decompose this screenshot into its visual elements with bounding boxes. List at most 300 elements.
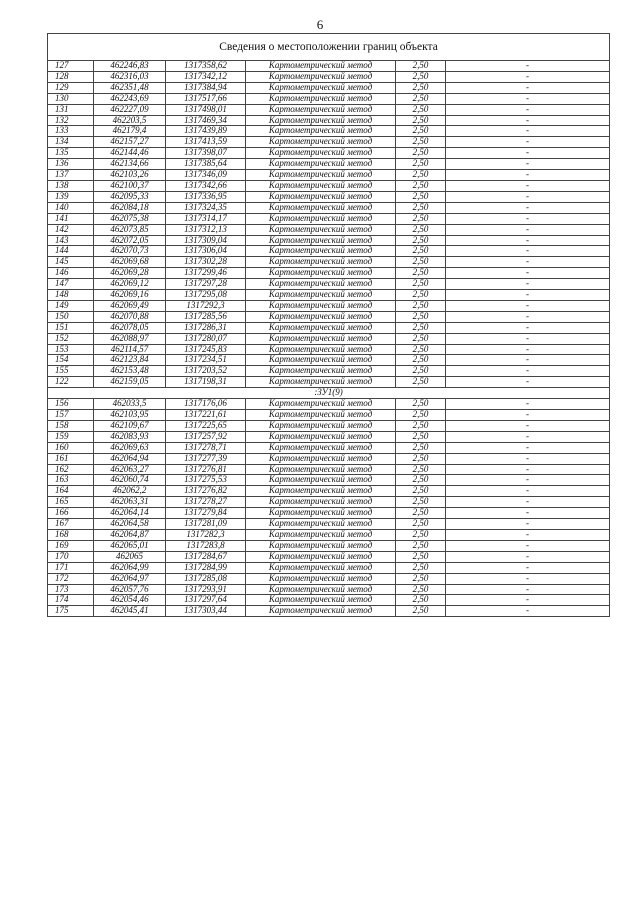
determination-method: Картометрический метод: [246, 137, 396, 148]
point-number: 122: [48, 377, 94, 388]
accuracy-value: 2,50: [396, 224, 446, 235]
x-coordinate: 462070,88: [94, 311, 166, 322]
boundary-description: -: [446, 82, 610, 93]
boundary-description: -: [446, 126, 610, 137]
table-row: [48, 71, 610, 82]
determination-method: Картометрический метод: [246, 442, 396, 453]
boundary-description: -: [446, 497, 610, 508]
boundary-description: -: [446, 410, 610, 421]
y-coordinate: 1317283,8: [166, 540, 246, 551]
boundary-description: -: [446, 61, 610, 72]
determination-method: Картометрический метод: [246, 311, 396, 322]
accuracy-value: 2,50: [396, 410, 446, 421]
boundary-description: -: [446, 344, 610, 355]
point-number: 134: [48, 137, 94, 148]
x-coordinate: 462064,94: [94, 453, 166, 464]
determination-method: Картометрический метод: [246, 508, 396, 519]
x-coordinate: 462123,84: [94, 355, 166, 366]
table-row: [48, 246, 610, 257]
point-number: 175: [48, 606, 94, 617]
table-row: [48, 595, 610, 606]
boundary-description: -: [446, 442, 610, 453]
boundary-description: -: [446, 159, 610, 170]
x-coordinate: 462064,58: [94, 519, 166, 530]
x-coordinate: 462069,49: [94, 300, 166, 311]
page-number: 6: [316, 17, 324, 32]
boundary-description: -: [446, 475, 610, 486]
table-row: [48, 355, 610, 366]
table-row: [48, 519, 610, 530]
table-title: Сведения о местоположении границ объекта: [48, 34, 610, 61]
point-number: 148: [48, 290, 94, 301]
y-coordinate: 1317517,66: [166, 93, 246, 104]
determination-method: Картометрический метод: [246, 464, 396, 475]
table-row: [48, 170, 610, 181]
y-coordinate: 1317336,95: [166, 191, 246, 202]
x-coordinate: 462069,16: [94, 290, 166, 301]
determination-method: Картометрический метод: [246, 159, 396, 170]
accuracy-value: 2,50: [396, 573, 446, 584]
y-coordinate: 1317245,83: [166, 344, 246, 355]
accuracy-value: 2,50: [396, 442, 446, 453]
point-number: 159: [48, 431, 94, 442]
point-number: 174: [48, 595, 94, 606]
determination-method: Картометрический метод: [246, 431, 396, 442]
x-coordinate: 462063,27: [94, 464, 166, 475]
point-number: 136: [48, 159, 94, 170]
boundary-description: -: [446, 420, 610, 431]
accuracy-value: 2,50: [396, 170, 446, 181]
accuracy-value: 2,50: [396, 300, 446, 311]
accuracy-value: 2,50: [396, 202, 446, 213]
point-number: 172: [48, 573, 94, 584]
x-coordinate: 462203,5: [94, 115, 166, 126]
accuracy-value: 2,50: [396, 475, 446, 486]
table-row: [48, 257, 610, 268]
point-number: 170: [48, 551, 94, 562]
determination-method: Картометрический метод: [246, 268, 396, 279]
point-number: 164: [48, 486, 94, 497]
accuracy-value: 2,50: [396, 290, 446, 301]
accuracy-value: 2,50: [396, 551, 446, 562]
table-row: [48, 322, 610, 333]
boundary-description: -: [446, 377, 610, 388]
boundary-description: -: [446, 180, 610, 191]
point-number: 153: [48, 344, 94, 355]
accuracy-value: 2,50: [396, 235, 446, 246]
table-row: [48, 573, 610, 584]
x-coordinate: 462083,93: [94, 431, 166, 442]
accuracy-value: 2,50: [396, 486, 446, 497]
table-row: [48, 475, 610, 486]
accuracy-value: 2,50: [396, 595, 446, 606]
y-coordinate: 1317286,31: [166, 322, 246, 333]
boundary-description: -: [446, 562, 610, 573]
determination-method: Картометрический метод: [246, 355, 396, 366]
determination-method: Картометрический метод: [246, 562, 396, 573]
table-row: [48, 529, 610, 540]
accuracy-value: 2,50: [396, 529, 446, 540]
x-coordinate: 462072,05: [94, 235, 166, 246]
table-row: [48, 213, 610, 224]
point-number: 168: [48, 529, 94, 540]
y-coordinate: 1317285,08: [166, 573, 246, 584]
accuracy-value: 2,50: [396, 519, 446, 530]
point-number: 144: [48, 246, 94, 257]
y-coordinate: 1317358,62: [166, 61, 246, 72]
table-row: [48, 279, 610, 290]
point-number: 167: [48, 519, 94, 530]
determination-method: Картометрический метод: [246, 224, 396, 235]
determination-method: Картометрический метод: [246, 497, 396, 508]
boundary-description: -: [446, 300, 610, 311]
x-coordinate: 462084,18: [94, 202, 166, 213]
table-title-row: [48, 34, 610, 61]
boundary-description: -: [446, 290, 610, 301]
y-coordinate: 1317275,53: [166, 475, 246, 486]
y-coordinate: 1317342,12: [166, 71, 246, 82]
determination-method: Картометрический метод: [246, 595, 396, 606]
point-number: 135: [48, 148, 94, 159]
x-coordinate: 462073,85: [94, 224, 166, 235]
table-row: [48, 104, 610, 115]
table-row: [48, 410, 610, 421]
table-row: [48, 180, 610, 191]
y-coordinate: 1317306,04: [166, 246, 246, 257]
x-coordinate: 462227,09: [94, 104, 166, 115]
point-number: 157: [48, 410, 94, 421]
boundary-description: -: [446, 137, 610, 148]
x-coordinate: 462065,01: [94, 540, 166, 551]
accuracy-value: 2,50: [396, 377, 446, 388]
accuracy-value: 2,50: [396, 464, 446, 475]
table-row: [48, 551, 610, 562]
boundary-description: -: [446, 213, 610, 224]
determination-method: Картометрический метод: [246, 573, 396, 584]
point-number: 146: [48, 268, 94, 279]
table-row: [48, 453, 610, 464]
y-coordinate: 1317221,61: [166, 410, 246, 421]
point-number: 130: [48, 93, 94, 104]
x-coordinate: 462057,76: [94, 584, 166, 595]
determination-method: Картометрический метод: [246, 322, 396, 333]
y-coordinate: 1317314,17: [166, 213, 246, 224]
y-coordinate: 1317281,09: [166, 519, 246, 530]
determination-method: Картометрический метод: [246, 246, 396, 257]
point-number: 158: [48, 420, 94, 431]
table-row: [48, 311, 610, 322]
point-number: 165: [48, 497, 94, 508]
boundary-description: -: [446, 311, 610, 322]
point-number: 162: [48, 464, 94, 475]
boundary-description: -: [446, 246, 610, 257]
boundary-coordinates-table: [47, 33, 609, 617]
y-coordinate: 1317278,27: [166, 497, 246, 508]
determination-method: Картометрический метод: [246, 104, 396, 115]
boundary-description: -: [446, 191, 610, 202]
x-coordinate: 462157,27: [94, 137, 166, 148]
table-row: [48, 191, 610, 202]
point-number: 149: [48, 300, 94, 311]
y-coordinate: 1317385,64: [166, 159, 246, 170]
accuracy-value: 2,50: [396, 540, 446, 551]
table-row: [48, 464, 610, 475]
boundary-description: -: [446, 399, 610, 410]
table-row: [48, 126, 610, 137]
determination-method: Картометрический метод: [246, 115, 396, 126]
determination-method: Картометрический метод: [246, 290, 396, 301]
x-coordinate: 462075,38: [94, 213, 166, 224]
determination-method: Картометрический метод: [246, 71, 396, 82]
boundary-description: -: [446, 71, 610, 82]
y-coordinate: 1317303,44: [166, 606, 246, 617]
boundary-description: -: [446, 453, 610, 464]
y-coordinate: 1317299,46: [166, 268, 246, 279]
accuracy-value: 2,50: [396, 268, 446, 279]
y-coordinate: 1317277,39: [166, 453, 246, 464]
table-row: [48, 366, 610, 377]
accuracy-value: 2,50: [396, 246, 446, 257]
accuracy-value: 2,50: [396, 333, 446, 344]
accuracy-value: 2,50: [396, 148, 446, 159]
point-number: 171: [48, 562, 94, 573]
accuracy-value: 2,50: [396, 279, 446, 290]
boundary-description: -: [446, 170, 610, 181]
boundary-description: -: [446, 551, 610, 562]
point-number: 133: [48, 126, 94, 137]
table-row: [48, 202, 610, 213]
accuracy-value: 2,50: [396, 399, 446, 410]
table-row: [48, 290, 610, 301]
boundary-description: -: [446, 235, 610, 246]
table-row: [48, 137, 610, 148]
accuracy-value: 2,50: [396, 159, 446, 170]
determination-method: Картометрический метод: [246, 300, 396, 311]
y-coordinate: 1317282,3: [166, 529, 246, 540]
accuracy-value: 2,50: [396, 71, 446, 82]
boundary-description: -: [446, 519, 610, 530]
x-coordinate: 462144,46: [94, 148, 166, 159]
x-coordinate: 462351,48: [94, 82, 166, 93]
accuracy-value: 2,50: [396, 115, 446, 126]
x-coordinate: 462065: [94, 551, 166, 562]
determination-method: Картометрический метод: [246, 606, 396, 617]
x-coordinate: 462088,97: [94, 333, 166, 344]
y-coordinate: 1317284,67: [166, 551, 246, 562]
y-coordinate: 1317278,71: [166, 442, 246, 453]
table-row: [48, 540, 610, 551]
accuracy-value: 2,50: [396, 497, 446, 508]
boundary-description: -: [446, 355, 610, 366]
accuracy-value: 2,50: [396, 562, 446, 573]
determination-method: Картометрический метод: [246, 486, 396, 497]
determination-method: Картометрический метод: [246, 61, 396, 72]
y-coordinate: 1317285,56: [166, 311, 246, 322]
determination-method: Картометрический метод: [246, 82, 396, 93]
point-number: 160: [48, 442, 94, 453]
y-coordinate: 1317309,04: [166, 235, 246, 246]
x-coordinate: 462069,68: [94, 257, 166, 268]
x-coordinate: 462064,14: [94, 508, 166, 519]
x-coordinate: 462114,57: [94, 344, 166, 355]
point-number: 131: [48, 104, 94, 115]
accuracy-value: 2,50: [396, 508, 446, 519]
accuracy-value: 2,50: [396, 257, 446, 268]
y-coordinate: 1317284,99: [166, 562, 246, 573]
table-row: [48, 431, 610, 442]
determination-method: Картометрический метод: [246, 333, 396, 344]
determination-method: Картометрический метод: [246, 584, 396, 595]
x-coordinate: 462159,05: [94, 377, 166, 388]
y-coordinate: 1317398,07: [166, 148, 246, 159]
determination-method: Картометрический метод: [246, 475, 396, 486]
x-coordinate: 462070,73: [94, 246, 166, 257]
accuracy-value: 2,50: [396, 104, 446, 115]
table-row: [48, 235, 610, 246]
point-number: 151: [48, 322, 94, 333]
accuracy-value: 2,50: [396, 355, 446, 366]
y-coordinate: 1317280,07: [166, 333, 246, 344]
y-coordinate: 1317234,51: [166, 355, 246, 366]
x-coordinate: 462063,31: [94, 497, 166, 508]
table-row: [48, 224, 610, 235]
point-number: 166: [48, 508, 94, 519]
boundary-description: -: [446, 464, 610, 475]
determination-method: Картометрический метод: [246, 399, 396, 410]
accuracy-value: 2,50: [396, 420, 446, 431]
determination-method: Картометрический метод: [246, 377, 396, 388]
x-coordinate: 462045,41: [94, 606, 166, 617]
boundary-description: -: [446, 595, 610, 606]
table-row: [48, 61, 610, 72]
accuracy-value: 2,50: [396, 453, 446, 464]
x-coordinate: 462246,83: [94, 61, 166, 72]
table-row: [48, 606, 610, 617]
y-coordinate: 1317384,94: [166, 82, 246, 93]
y-coordinate: 1317346,09: [166, 170, 246, 181]
table-row: [48, 584, 610, 595]
boundary-description: -: [446, 115, 610, 126]
determination-method: Картометрический метод: [246, 235, 396, 246]
table-row: [48, 268, 610, 279]
table-row: [48, 562, 610, 573]
x-coordinate: 462153,48: [94, 366, 166, 377]
y-coordinate: 1317276,81: [166, 464, 246, 475]
boundary-description: -: [446, 333, 610, 344]
point-number: 156: [48, 399, 94, 410]
boundary-description: -: [446, 148, 610, 159]
y-coordinate: 1317312,13: [166, 224, 246, 235]
x-coordinate: 462179,4: [94, 126, 166, 137]
boundary-description: -: [446, 268, 610, 279]
table-row: [48, 420, 610, 431]
x-coordinate: 462064,97: [94, 573, 166, 584]
accuracy-value: 2,50: [396, 213, 446, 224]
coordinates-table: [47, 33, 610, 617]
point-number: 128: [48, 71, 94, 82]
x-coordinate: 462100,37: [94, 180, 166, 191]
boundary-description: -: [446, 573, 610, 584]
accuracy-value: 2,50: [396, 191, 446, 202]
y-coordinate: 1317295,08: [166, 290, 246, 301]
x-coordinate: 462054,46: [94, 595, 166, 606]
boundary-description: -: [446, 529, 610, 540]
x-coordinate: 462103,26: [94, 170, 166, 181]
boundary-description: -: [446, 257, 610, 268]
x-coordinate: 462095,33: [94, 191, 166, 202]
determination-method: Картометрический метод: [246, 366, 396, 377]
y-coordinate: 1317176,06: [166, 399, 246, 410]
table-row: [48, 148, 610, 159]
x-coordinate: 462064,99: [94, 562, 166, 573]
y-coordinate: 1317498,01: [166, 104, 246, 115]
determination-method: Картометрический метод: [246, 540, 396, 551]
accuracy-value: 2,50: [396, 322, 446, 333]
y-coordinate: 1317297,28: [166, 279, 246, 290]
determination-method: Картометрический метод: [246, 191, 396, 202]
table-row: [48, 377, 610, 388]
y-coordinate: 1317469,34: [166, 115, 246, 126]
determination-method: Картометрический метод: [246, 213, 396, 224]
boundary-description: -: [446, 224, 610, 235]
table-row: [48, 486, 610, 497]
determination-method: Картометрический метод: [246, 148, 396, 159]
x-coordinate: 462109,67: [94, 420, 166, 431]
section-row: [48, 388, 610, 399]
y-coordinate: 1317302,28: [166, 257, 246, 268]
point-number: 169: [48, 540, 94, 551]
determination-method: Картометрический метод: [246, 551, 396, 562]
determination-method: Картометрический метод: [246, 344, 396, 355]
table-row: [48, 333, 610, 344]
determination-method: Картометрический метод: [246, 93, 396, 104]
y-coordinate: 1317293,91: [166, 584, 246, 595]
table-row: [48, 300, 610, 311]
point-number: 127: [48, 61, 94, 72]
y-coordinate: 1317324,35: [166, 202, 246, 213]
section-label: :ЗУ1(9): [48, 388, 610, 399]
boundary-description: -: [446, 202, 610, 213]
point-number: 145: [48, 257, 94, 268]
boundary-description: -: [446, 540, 610, 551]
table-row: [48, 497, 610, 508]
determination-method: Картометрический метод: [246, 410, 396, 421]
x-coordinate: 462243,69: [94, 93, 166, 104]
y-coordinate: 1317225,65: [166, 420, 246, 431]
y-coordinate: 1317257,92: [166, 431, 246, 442]
boundary-description: -: [446, 93, 610, 104]
accuracy-value: 2,50: [396, 137, 446, 148]
determination-method: Картометрический метод: [246, 453, 396, 464]
point-number: 161: [48, 453, 94, 464]
point-number: 155: [48, 366, 94, 377]
accuracy-value: 2,50: [396, 366, 446, 377]
x-coordinate: 462069,28: [94, 268, 166, 279]
point-number: 143: [48, 235, 94, 246]
x-coordinate: 462316,03: [94, 71, 166, 82]
table-row: [48, 82, 610, 93]
boundary-description: -: [446, 104, 610, 115]
y-coordinate: 1317203,52: [166, 366, 246, 377]
boundary-description: -: [446, 431, 610, 442]
x-coordinate: 462134,66: [94, 159, 166, 170]
accuracy-value: 2,50: [396, 431, 446, 442]
point-number: 138: [48, 180, 94, 191]
determination-method: Картометрический метод: [246, 180, 396, 191]
point-number: 152: [48, 333, 94, 344]
table-row: [48, 115, 610, 126]
table-row: [48, 159, 610, 170]
